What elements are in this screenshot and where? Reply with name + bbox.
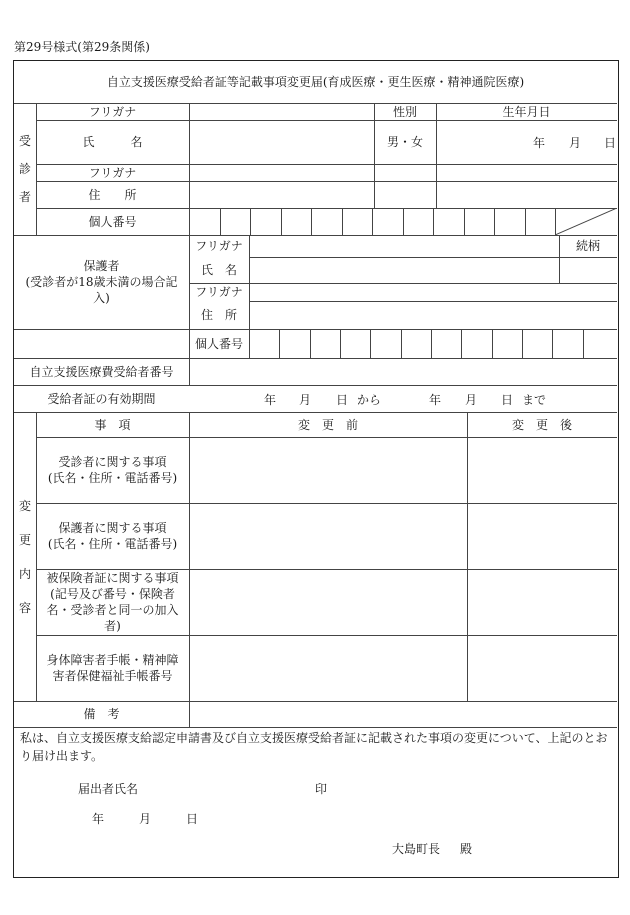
digit-box-divider [492, 329, 493, 358]
digit-box-divider [494, 208, 495, 235]
col-item-header: 事 項 [94, 417, 131, 432]
rule [249, 235, 250, 358]
birthdate-day-label: 日 [604, 136, 617, 150]
digit-box-divider [552, 329, 553, 358]
digit-box-divider [250, 208, 251, 235]
validity-until: まで [522, 393, 547, 407]
digit-box-divider [464, 208, 465, 235]
signature-year: 年 [92, 812, 105, 826]
recipient-number-label: 自立支援医療費受給者番号 [29, 364, 174, 379]
validity-month2: 月 [465, 393, 478, 407]
digit-box-divider [525, 208, 526, 235]
digit-box-divider [522, 329, 523, 358]
patient-address-label: 住 所 [88, 187, 137, 202]
form-title: 自立支援医療受給者証等記載事項変更届(育成医療・更生医療・精神通院医療) [106, 75, 525, 89]
change-item-patient: 受診者に関する事項 (氏名・住所・電話番号) [47, 455, 178, 485]
col-after-header: 変 更 後 [511, 417, 572, 432]
declaration-text: 私は、自立支援医療支給認定申請書及び自立支援医療受給者証に記載された事項の変更について、上記のとおり届け出ます。 [20, 731, 608, 763]
unused-cell-slash [555, 208, 617, 235]
col-before-header: 変 更 前 [297, 417, 358, 432]
digit-box-divider [279, 329, 280, 358]
birthdate-year-label: 年 [533, 136, 546, 150]
digit-box-divider [311, 208, 312, 235]
validity-label: 受給者証の有効期間 [47, 391, 156, 406]
digit-box-divider [401, 329, 402, 358]
digit-box-divider [281, 208, 282, 235]
digit-box-divider [370, 329, 371, 358]
patient-section-label: 受 診 者 [18, 134, 31, 204]
rule [189, 358, 190, 385]
seal-mark: 印 [315, 782, 328, 796]
digit-box-divider [583, 329, 584, 358]
signature-month: 月 [139, 812, 152, 826]
digit-box-divider [461, 329, 462, 358]
validity-year1: 年 [264, 393, 277, 407]
validity-from: から [357, 393, 382, 407]
digit-box-divider [220, 208, 221, 235]
rule [249, 257, 617, 258]
rule [14, 727, 617, 728]
relationship-label: 続柄 [575, 239, 600, 253]
digit-box-divider [403, 208, 404, 235]
digit-box-divider [310, 329, 311, 358]
addressee-honorific: 殿 [460, 842, 473, 856]
change-item-guardian: 保護者に関する事項 (氏名・住所・電話番号) [47, 521, 178, 551]
form-frame [13, 60, 619, 878]
sex-header: 性別 [392, 104, 417, 119]
sex-options[interactable]: 男・女 [386, 135, 423, 149]
digit-box-divider [433, 208, 434, 235]
guardian-my-number-label: 個人番号 [194, 336, 243, 351]
digit-box-divider [431, 329, 432, 358]
digit-box-divider [342, 208, 343, 235]
guardian-address-label: 住 所 [200, 308, 237, 322]
patient-address-furigana-label: フリガナ [88, 165, 137, 180]
rule [249, 301, 617, 302]
applicant-name-label: 届出者氏名 [78, 782, 139, 796]
guardian-name-furigana-label: フリガナ [195, 239, 243, 253]
change-item-handbook: 身体障害者手帳・精神障 害者保健福祉手帳番号 [46, 653, 179, 683]
guardian-label: 保護者 (受診者が18歳未満の場合記入) [25, 259, 178, 305]
guardian-name-label: 氏 名 [200, 263, 237, 277]
birthdate-month-label: 月 [569, 136, 582, 150]
rule [189, 701, 190, 727]
rule [467, 412, 468, 701]
guardian-address-furigana-label: フリガナ [195, 285, 243, 299]
digit-box-divider [372, 208, 373, 235]
addressee: 大島町長 [392, 842, 441, 856]
validity-month1: 月 [299, 393, 312, 407]
validity-year2: 年 [429, 393, 442, 407]
rule [189, 412, 190, 701]
birthdate-header: 生年月日 [502, 104, 551, 119]
patient-name-furigana-label: フリガナ [88, 104, 137, 119]
patient-my-number-label: 個人番号 [88, 214, 137, 229]
changes-section-label: 変 更 内 容 [18, 498, 31, 615]
rule [14, 329, 617, 330]
rule [189, 283, 617, 284]
signature-day: 日 [186, 812, 199, 826]
validity-day1: 日 [336, 393, 349, 407]
form-number: 第29号様式(第29条関係) [14, 40, 150, 54]
rule [189, 103, 190, 235]
change-item-insurance: 被保険者証に関する事項 (記号及び番号・保険者 名・受診者と同一の加入 者) [46, 571, 179, 633]
patient-name-label: 氏 名 [82, 135, 143, 149]
digit-box-divider [340, 329, 341, 358]
remarks-label: 備 考 [83, 707, 120, 721]
validity-day2: 日 [501, 393, 514, 407]
